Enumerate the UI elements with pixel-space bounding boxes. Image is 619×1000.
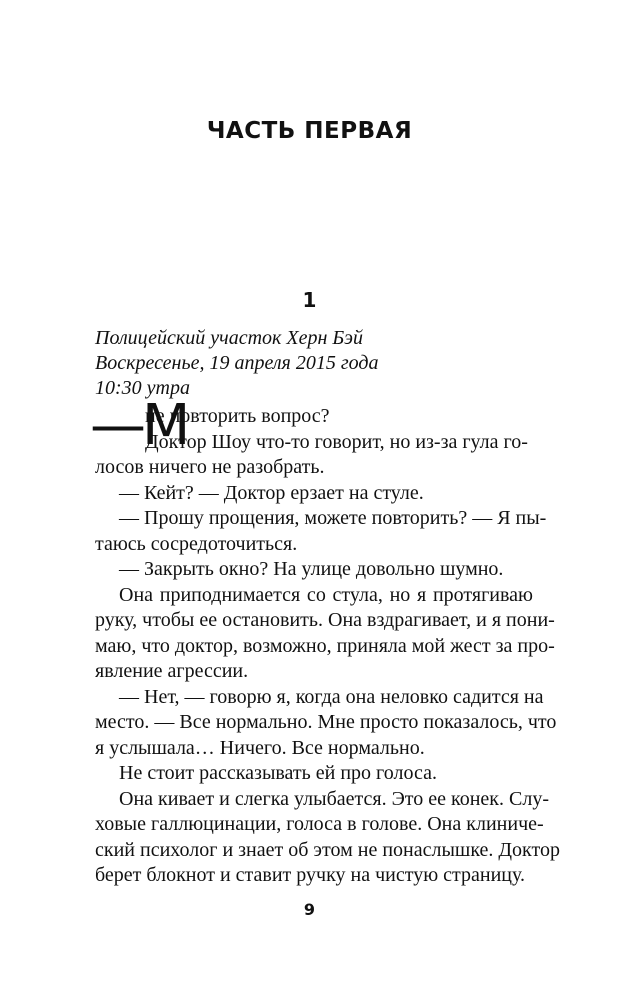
text-line: Не стоит рассказывать ей про голоса. <box>119 762 437 784</box>
text-line: ховые галлюцинации, голоса в голове. Она клиниче- <box>95 813 544 835</box>
text-line: ский психолог и знает об этом не понаслышке. Доктор <box>95 838 560 861</box>
text-line: Доктор Шоу что-то говорит, но из-за гула го- <box>145 430 528 453</box>
text-line: место. — Все нормально. Мне просто показалось, что <box>95 711 557 733</box>
dateline-date: Воскресенье, 19 апреля 2015 года <box>95 352 379 374</box>
text-line: маю, что доктор, возможно, приняла мой жест за про- <box>95 634 555 657</box>
chapter-number: 1 <box>302 288 317 312</box>
text-line: я услышала… Ничего. Все нормально. <box>95 736 425 759</box>
text-line: — Нет, — говорю я, когда она неловко садится на <box>119 685 544 708</box>
text-line: таюсь сосредоточиться. <box>95 532 298 555</box>
text-line: руку, чтобы ее остановить. Она вздрагивает, и я пони- <box>95 609 555 631</box>
opening-paragraph <box>90 393 533 458</box>
part-title: ЧАСТЬ ПЕРВАЯ <box>206 118 413 144</box>
text-line: Она кивает и слегка улыбается. Это ее конек. Слу- <box>119 787 549 810</box>
text-line: Она приподнимается со стула, но я протягиваю <box>119 583 533 606</box>
dateline-time: 10:30 утра <box>95 377 190 399</box>
dateline <box>95 326 379 401</box>
text-line: явление агрессии. <box>95 660 249 682</box>
body-text <box>90 393 560 889</box>
dateline-place: Полицейский участок Херн Бэй <box>95 327 363 349</box>
text-line: не повторить вопрос? <box>145 405 330 427</box>
page-number: 9 <box>303 900 316 919</box>
text-line: — Кейт? — Доктор ерзает на стуле. <box>119 481 424 504</box>
drop-cap: —М <box>90 393 187 458</box>
text-line: — Закрыть окно? На улице довольно шумно. <box>119 558 504 580</box>
text-line: лосов ничего не разобрать. <box>95 456 325 478</box>
text-line: — Прошу прощения, можете повторить? — Я пы- <box>119 507 547 529</box>
text-line: берет блокнот и ставит ручку на чистую страницу. <box>95 864 525 886</box>
